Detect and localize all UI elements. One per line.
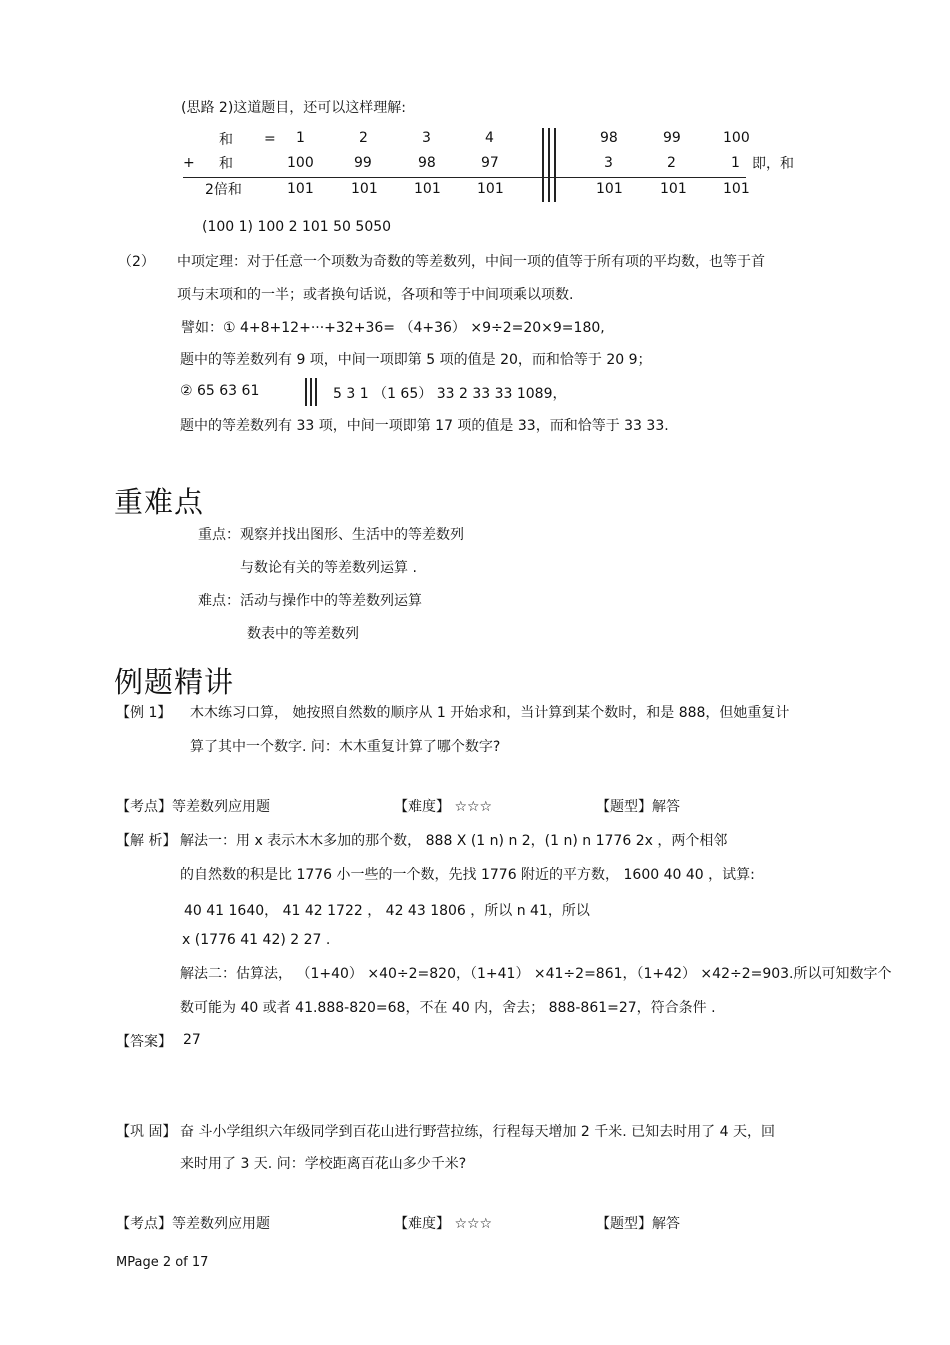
- meta-type: 【题型】解答: [596, 799, 680, 815]
- solution-tag: 【解 析】: [116, 833, 177, 849]
- key-point-line: 数表中的等差数列: [247, 626, 359, 642]
- practice-tag: 【巩 固】: [116, 1124, 177, 1140]
- example-question-line: 木木练习口算， 她按照自然数的顺序从 1 开始求和，当计算到某个数时，和是 888，但她重复计: [190, 705, 790, 721]
- practice-question-line: 奋 斗小学组织六年级同学到百花山进行野营拉练，行程每天增加 2 千米. 已知去时用了 4 天，回: [180, 1124, 775, 1140]
- row2-label: 和: [219, 156, 233, 172]
- meta-difficulty: 【难度】 ☆☆☆: [394, 799, 493, 815]
- meta-point: 【考点】等差数列应用题: [116, 799, 270, 815]
- meta-difficulty: 【难度】 ☆☆☆: [394, 1216, 493, 1232]
- table-cell: 97: [481, 155, 499, 171]
- table-cell: 99: [354, 155, 372, 171]
- table-cell: 101: [414, 181, 441, 197]
- section-heading-key-points: 重难点: [114, 485, 205, 519]
- page-footer: MPage 2 of 17: [116, 1255, 209, 1270]
- theorem-line-2: 项与末项和的一半；或者换句话说，各项和等于中间项乘以项数.: [177, 287, 574, 303]
- row1-label: 和: [219, 132, 233, 148]
- meta-type: 【题型】解答: [596, 1216, 680, 1232]
- table-cell: 98: [418, 155, 436, 171]
- key-point-line: 重点：观察并找出图形、生活中的等差数列: [198, 527, 464, 543]
- table-cell: 99: [663, 130, 681, 146]
- table-cell: 2: [667, 155, 676, 171]
- example-1-line: 譬如：① 4+8+12+···+32+36= （4+36） ×9÷2=20×9=180,: [181, 320, 605, 336]
- row2-tail-text: 即，和: [752, 156, 794, 172]
- table-cell: 100: [723, 130, 750, 146]
- table-cell: 1: [731, 155, 740, 171]
- practice-question-line: 来时用了 3 天. 问：学校距离百花山多少千米?: [180, 1156, 467, 1172]
- answer-tag: 【答案】: [116, 1034, 172, 1050]
- table-cell: 4: [485, 130, 494, 146]
- example-1-explain: 题中的等差数列有 9 项，中间一项即第 5 项的值是 20，而和恰等于 20 9；: [180, 352, 652, 368]
- ellipsis-bars: [541, 128, 557, 202]
- example-2-end: 5 3 1 （1 65） 33 2 33 33 1089，: [333, 386, 567, 402]
- table-cell: 3: [604, 155, 613, 171]
- row2-plus-sign: +: [183, 155, 195, 171]
- table-cell: 2: [359, 130, 368, 146]
- example-tag: 【例 1】: [116, 705, 172, 721]
- example-2-start: ② 65 63 61: [180, 383, 260, 399]
- key-point-line: 难点：活动与操作中的等差数列运算: [198, 593, 422, 609]
- answer-value: 27: [183, 1032, 201, 1048]
- table-cell: 3: [422, 130, 431, 146]
- sum-rule: [183, 177, 746, 178]
- table-cell: 101: [351, 181, 378, 197]
- section-heading-examples: 例题精讲: [114, 665, 235, 699]
- theorem-line-1: 中项定理：对于任意一个项数为奇数的等差数列，中间一项的值等于所有项的平均数，也等于首: [177, 254, 765, 270]
- solution-line: x (1776 41 42) 2 27 .: [182, 932, 331, 948]
- key-point-line: 与数论有关的等差数列运算 .: [240, 560, 417, 576]
- formula-line: (100 1) 100 2 101 50 5050: [202, 219, 392, 235]
- table-cell: 100: [287, 155, 314, 171]
- solution-line: 解法一：用 x 表示木木多加的那个数， 888 X (1 n) n 2，(1 n) n 1776 2x ，两个相邻: [180, 833, 728, 849]
- table-cell: 101: [660, 181, 687, 197]
- example-2-explain: 题中的等差数列有 33 项，中间一项即第 17 项的值是 33，而和恰等于 33 33.: [180, 418, 669, 434]
- meta-point: 【考点】等差数列应用题: [116, 1216, 270, 1232]
- ellipsis-bars-small: [305, 378, 319, 406]
- intro-line: (思路 2)这道题目，还可以这样理解:: [181, 100, 406, 116]
- solution-line: 解法二：估算法， （1+40） ×40÷2=820，（1+41） ×41÷2=861，（1+42） ×42÷2=903.所以可知数字个: [180, 966, 892, 982]
- solution-line: 数可能为 40 或者 41.888-820=68，不在 40 内，舍去； 888-861=27，符合条件 .: [180, 1000, 716, 1016]
- solution-line: 40 41 1640， 41 42 1722 ， 42 43 1806 ，所以 n 41，所以: [184, 903, 590, 919]
- table-cell: 101: [596, 181, 623, 197]
- table-cell: 1: [296, 130, 305, 146]
- row1-equals: =: [264, 131, 276, 147]
- table-cell: 98: [600, 130, 618, 146]
- table-cell: 101: [477, 181, 504, 197]
- table-cell: 101: [723, 181, 750, 197]
- solution-line: 的自然数的积是比 1776 小一些的一个数，先找 1776 附近的平方数， 1600 40 40 ，试算:: [180, 867, 755, 883]
- example-question-line: 算了其中一个数字. 问：木木重复计算了哪个数字?: [190, 739, 501, 755]
- theorem-number: （2）: [118, 254, 155, 270]
- row3-label: 2倍和: [205, 182, 242, 198]
- table-cell: 101: [287, 181, 314, 197]
